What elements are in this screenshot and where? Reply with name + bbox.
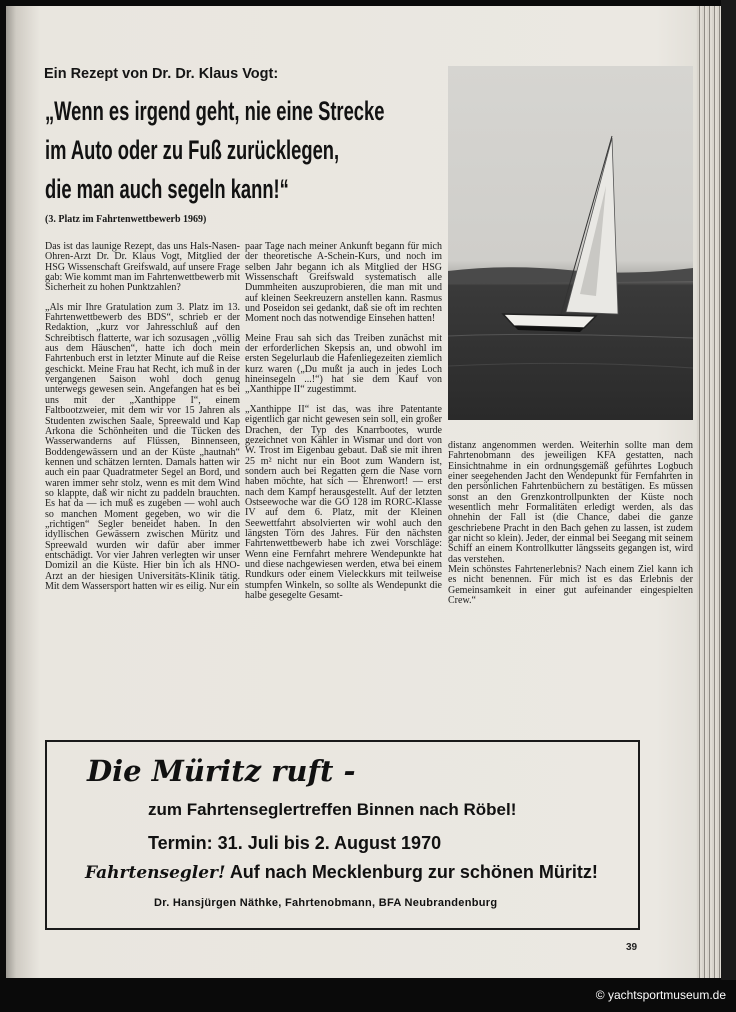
event-advertisement [45, 740, 640, 930]
ad-call-script: Fahrtensegler! [85, 863, 226, 883]
page-stack-edge [697, 6, 721, 978]
article-column-1 [45, 242, 240, 601]
binding-shadow [721, 0, 736, 980]
headline-line: im Auto oder zu Fuß zurücklegen, [45, 135, 340, 165]
paragraph: „Xanthippe II“ ist das, was ihre Patentante eigentlich gar nicht gewesen sein soll, ein großer Drachen, der Typ des Knarrbootes, wurde gezeichnet von Kähler in Wismar und dort von W. Trost im Eigenbau gebaut. Daß sie mit ihren 25 m² nicht nur ein Boot zum Wandern ist, sondern auch bei Regatten gern die Nase vorn haben möchte, hat sich — Ehrenwort! — erst nach dem Kampf herausgestellt. Auf der letzten Ostseewoche war die GO 128 im RORC-Klasse IV auf dem 6. Platz, mit der Kleinen Seewettfahrt absolvierten wir wohl auch den längsten Törn des Jahres. Für den nächsten Fahrtenwettbewerb habe ich zwei Vorschläge: Wenn eine Fernfahrt mehrere Wendepunkte hat und diese nachgewiesen werden, etwa bei einem Rundkurs oder einem Vieleckkurs mit teilweise stumpfen Winkeln, so sollte als Wendepunkt die halbe gesegelte Gesamt- [245, 403, 442, 601]
headline-line: „Wenn es irgend geht, nie eine Strecke [45, 96, 385, 126]
paragraph: Meine Frau sah sich das Treiben zunächst mit der erforderlichen Skepsis an, und obwohl im ersten Segelurlaub die Hafenliegezeiten ziemlich kurz waren („Du mußt ja auch in jedes Loch hineinsegeln ...!“) hat sie dem Kauf von „Xanthippe II“ zugestimmt. [245, 332, 442, 396]
copyright-credit: © yachtsportmuseum.de [595, 988, 726, 1002]
paragraph: distanz angenommen werden. Weiterhin sollte man dem Fahrtenobmann des jeweiligen KFA gestatten, nach Einsichtnahme in ein ordnungsgemäß geführtes Logbuch einer seegehenden Jacht den Wendepunkt für Fernfahrten in den persönlichen Fahrtenbüchern zu bestätigen. Es müssen sonst an den Grenzkontrollpunkten der Küste noch wesentlich mehr Formalitäten erledigt werden, als das ohnehin der Fall ist (die Chance, dabei die ganze geschriebene Pracht in den Bach gehen zu lassen, ist zudem gar nicht so klein). Jeder, der einmal bei Seegang mit seinem Schiff an einem Kontrollkutter längsseits gegangen ist, wird das verstehen. [448, 440, 693, 565]
ad-call-text: Auf nach Mecklenburg zur schönen Müritz! [229, 862, 598, 882]
paragraph: paar Tage nach meiner Ankunft begann für mich der theoretische A-Schein-Kurs, und noch im selben Jahr begann ich als Mitglied der HSG Wissenschaft Greifswald systematisch alle Dummheiten auszuprobieren, die man mit und auf kleinen Seekreuzern anstellen kann. Rasmus und Poseidon sei gedankt, daß sie oft im rechten Moment noch das notwendige Einsehen hatten! [245, 241, 442, 325]
ad-date: Termin: 31. Juli bis 2. August 1970 [148, 833, 442, 853]
paragraph: Das ist das launige Rezept, das uns Hals-Nasen-Ohren-Arzt Dr. Dr. Klaus Vogt, Mitglied der HSG Wissenschaft Greifswald, auf unsere Frage gab: Wie kommt man im Fahrtenwettbewerb mit Sicherheit zu hohen Punktzahlen? [45, 241, 240, 294]
paragraph: „Als mir Ihre Gratulation zum 3. Platz im 13. Fahrtenwettbewerb des BDS“, schrieb er der Redaktion, „kurz vor Jahresschluß auf den Schreibtisch flatterte, war ich sozusagen „völlig aus dem Häuschen“, hatte ich doch mein Fahrtenbuch erst in letzter Minute auf die Reise geschickt. Meine Frau hat Recht, ich muß in der vergangenen Saison wohl doch genug unterwegs gewesen sein. Angefangen hat es bei uns mit der „Xanthippe I“, einem Faltbootzweier, mit dem wir vor 15 Jahren als Studenten zwischen Saale, Spreewald und Kap Arkona die Schönheiten und die Tücken des Wasserwanderns auf Flüssen, Binnenseen, Boddengewässern und an der Küste „hautnah“ kennen und schätzen lernten. Damals hatten wir auch ein paar Quadratmeter Segel an Bord, und waren immer sehr stolz, wenn es mit dem Wind so klappte, daß wir nicht zu paddeln brauchten. Es hat da — ich muß es zugeben — wohl auch so manchen Moment gegeben, wo wir die „richtigen“ Segler beneidet haben. In den idyllischen Gewässern zwischen Müritz und Spreewald wurden wir dafür aber immer entschädigt. Vor vier Jahren verlegten wir unser Domizil an die Küste. Hier bin ich als HNO-Arzt an der hiesigen Universitäts-Klinik tätig. Mit dem Wassersport hatten wir es eilig. Nur ein [45, 301, 240, 592]
ad-call [85, 862, 598, 883]
ad-title: Die Müritz ruft - [87, 754, 356, 788]
ad-contact: Dr. Hansjürgen Näthke, Fahrtenobmann, BFA Neubrandenburg [154, 897, 498, 909]
article-kicker: Ein Rezept von Dr. Dr. Klaus Vogt: [44, 66, 279, 82]
paragraph: Mein schönstes Fahrtenerlebnis? Nach einem Ziel kann ich es nicht benennen. Für mich ist es das Erlebnis der Gemeinsamkeit in einer gut aufeinander eingespielten Crew.“ [448, 564, 693, 607]
article-subtitle: (3. Platz im Fahrtenwettbewerb 1969) [45, 214, 207, 225]
headline-line: die man auch segeln kann!“ [45, 174, 289, 204]
article-column-3 [448, 441, 693, 616]
ad-subtitle: zum Fahrtenseglertreffen Binnen nach Röbel! [148, 800, 517, 819]
article-column-2 [245, 242, 442, 610]
sailboat-photo [448, 66, 693, 420]
page-number: 39 [626, 942, 638, 953]
